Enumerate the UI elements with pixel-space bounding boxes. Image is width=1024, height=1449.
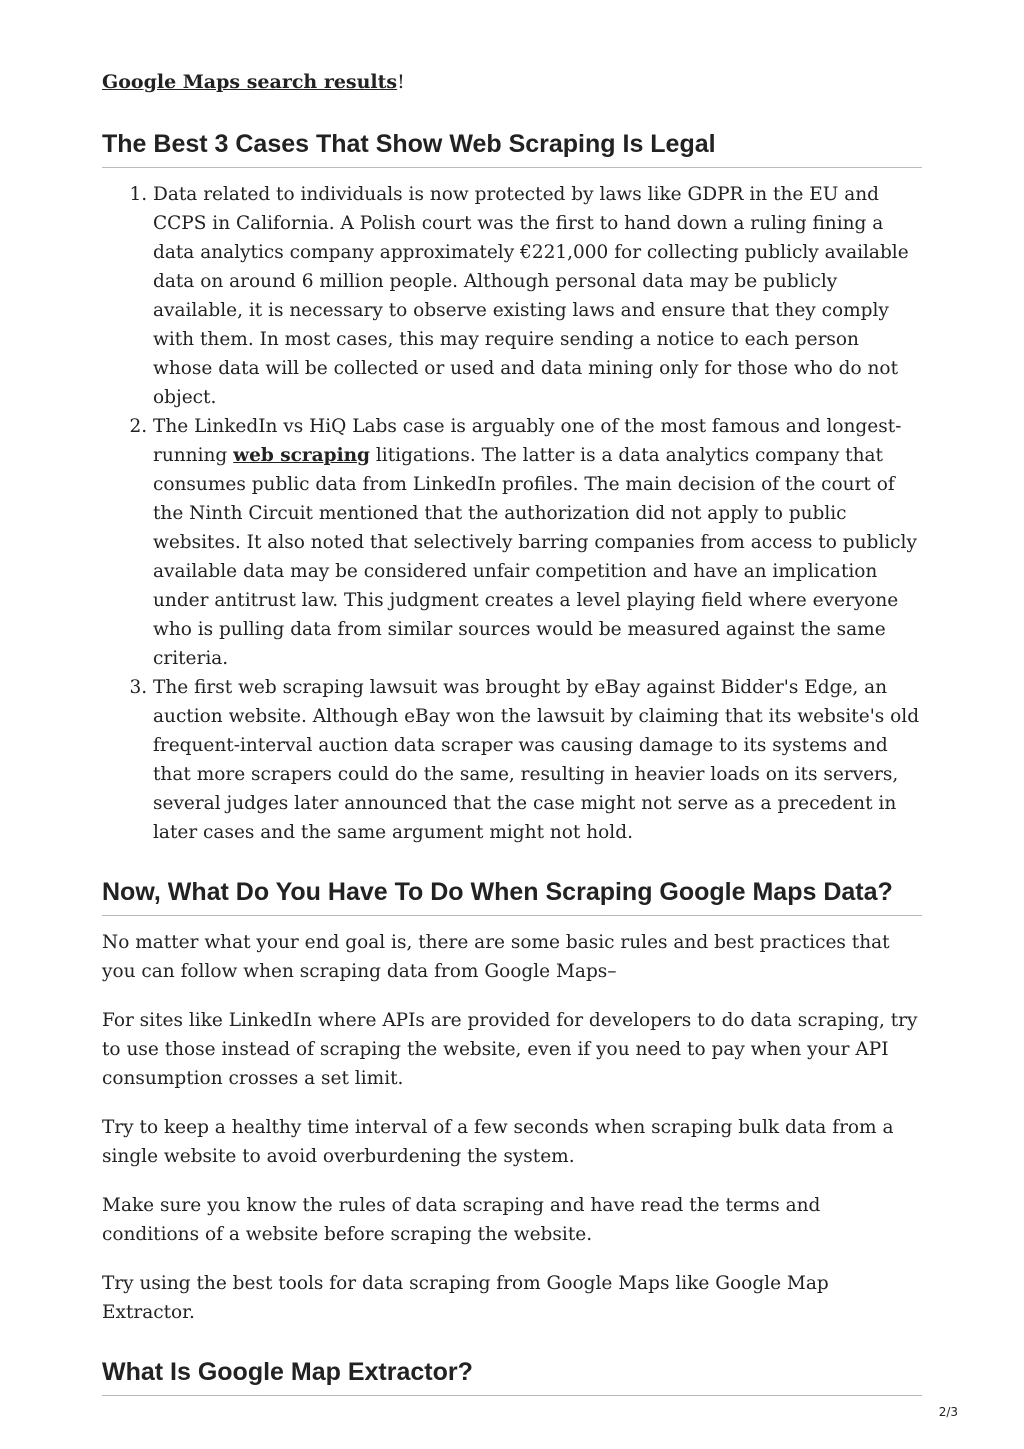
paragraph: For sites like LinkedIn where APIs are provided for developers to do data scraping, try to use those instead of scraping the website, even if you need to pay when your API consumption crosses a set limit. bbox=[102, 1010, 918, 1089]
paragraph: Try to keep a healthy time interval of a few seconds when scraping bulk data from a single website to avoid overburdening the system. bbox=[102, 1117, 894, 1167]
paragraph: No matter what your end goal is, there are some basic rules and best practices that you can follow when scraping data from Google Maps– bbox=[102, 932, 890, 982]
article-content bbox=[102, 68, 922, 1408]
intro-suffix: ! bbox=[397, 71, 405, 93]
case-3-text: The first web scraping lawsuit was brought by eBay against Bidder's Edge, an auction website. Although eBay won the lawsuit by claiming that its website's old frequent-interval auction data scraper was causing damage to its systems and that more scrapers could do the same, resulting in heavier loads on its servers, several judges later announced that the case might not serve as a precedent in later cases and the same argument might not hold. bbox=[153, 677, 920, 843]
legal-cases-list bbox=[102, 180, 922, 847]
paragraph: Make sure you know the rules of data scraping and have read the terms and conditions of a website before scraping the website. bbox=[102, 1195, 821, 1245]
web-scraping-link[interactable]: web scraping bbox=[233, 445, 370, 466]
case-2-text-before: The LinkedIn vs HiQ Labs case is arguably one of the most famous and longest-running bbox=[153, 416, 902, 466]
page-number: 2/3 bbox=[938, 1405, 958, 1419]
list-item bbox=[153, 180, 922, 412]
section-heading-legal-cases: The Best 3 Cases That Show Web Scraping Is Legal bbox=[102, 129, 922, 168]
section-heading-what-to-do: Now, What Do You Have To Do When Scraping Google Maps Data? bbox=[102, 877, 922, 916]
paragraph: Try using the best tools for data scraping from Google Maps like Google Map Extractor. bbox=[102, 1273, 829, 1323]
list-item bbox=[153, 673, 922, 847]
list-item bbox=[153, 412, 922, 673]
google-maps-search-results-link[interactable]: Google Maps search results bbox=[102, 71, 398, 93]
case-1-text: Data related to individuals is now protected by laws like GDPR in the EU and CCPS in California. A Polish court was the first to hand down a ruling fining a data analytics company approximately €221,000 for collecting publicly available data on around 6 million people. Although personal data may be publicly available, it is necessary to observe existing laws and ensure that they comply with them. In most cases, this may require sending a notice to each person whose data will be collected or used and data mining only for those who do not object. bbox=[153, 184, 909, 408]
intro-line bbox=[102, 68, 922, 97]
case-2-text-after: litigations. The latter is a data analytics company that consumes public data from LinkedIn profiles. The main decision of the court of the Ninth Circuit mentioned that the authorization did not apply to public websites. It also noted that selectively barring companies from access to publicly available data may be considered unfair competition and have an implication under antitrust law. This judgment creates a level playing field where everyone who is pulling data from similar sources would be measured against the same criteria. bbox=[153, 445, 917, 669]
section-heading-google-map-extractor: What Is Google Map Extractor? bbox=[102, 1357, 922, 1396]
